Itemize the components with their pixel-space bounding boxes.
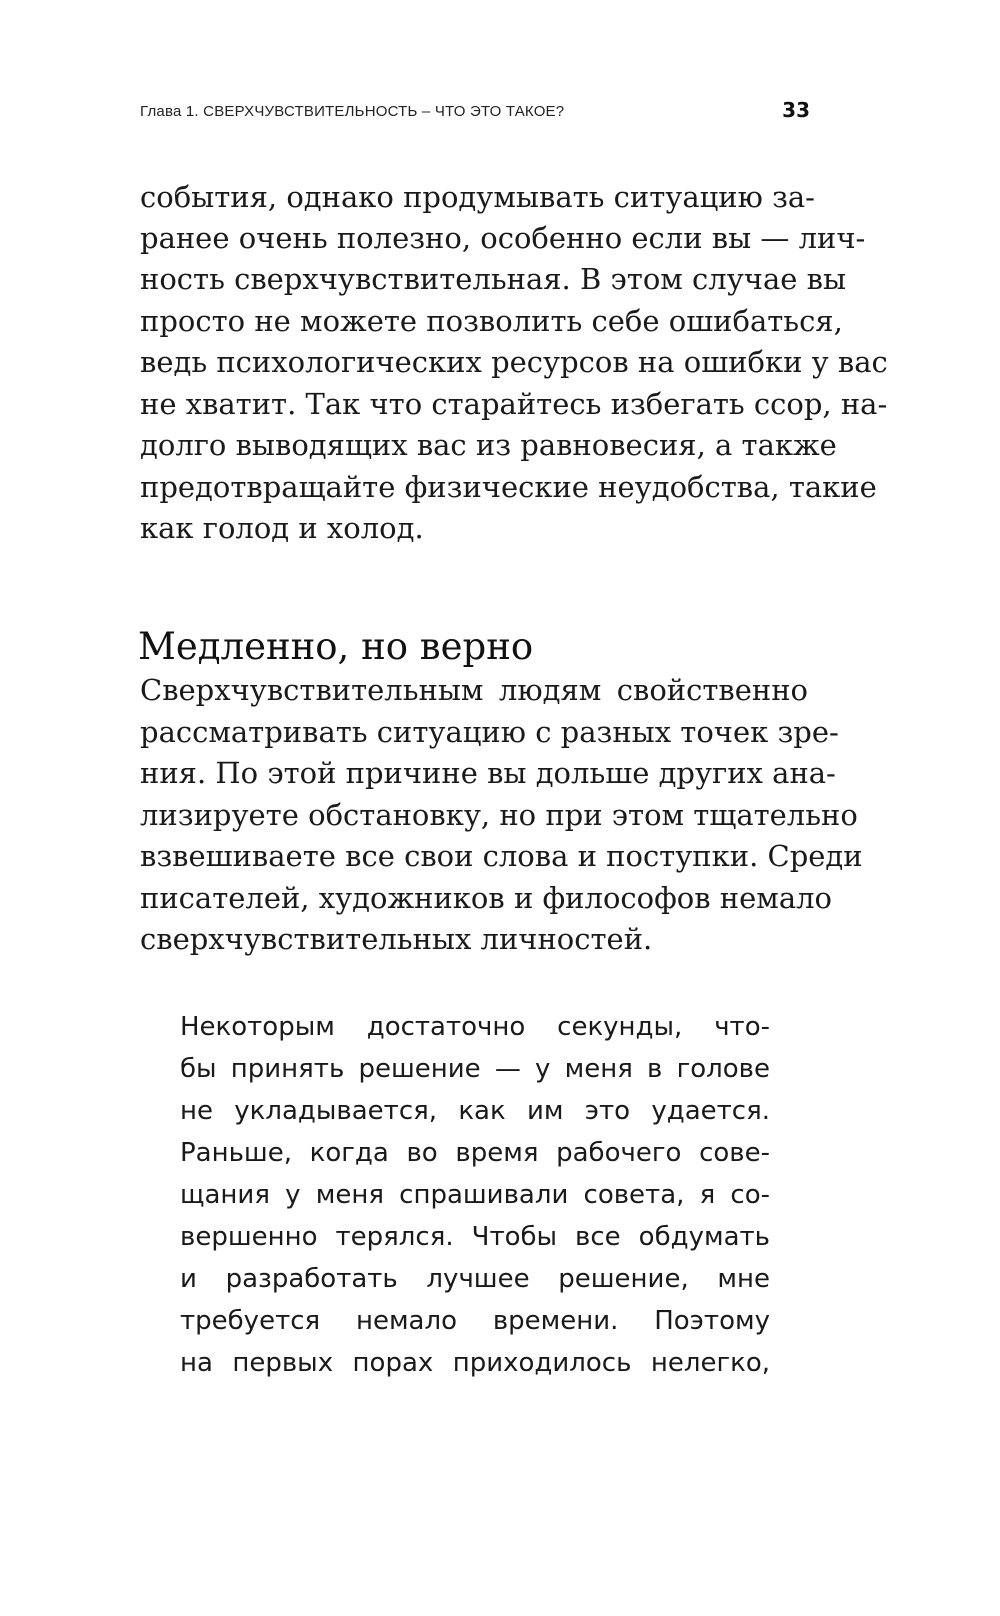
quote-line: не укладывается, как им это удается. xyxy=(180,1096,770,1126)
paragraph2-line: сверхчувствительных личностей. xyxy=(140,922,653,956)
paragraph1-line: как голод и холод. xyxy=(140,511,424,545)
quote-line: Раньше, когда во время рабочего сове- xyxy=(180,1138,770,1168)
paragraph1-line: ность сверхчувствительная. В этом случае вы xyxy=(140,262,847,296)
quote-line: Некоторым достаточно секунды, что- xyxy=(180,1012,770,1042)
paragraph1-line: ранее очень полезно, особенно если вы — лич- xyxy=(140,221,866,255)
paragraph2-line: писателей, художников и философов немало xyxy=(140,881,833,915)
section-heading: Медленно, но верно xyxy=(138,625,534,668)
paragraph2-line: Сверхчувствительным людям свойственно xyxy=(140,673,808,707)
paragraph2-line: лизируете обстановку, но при этом тщательно xyxy=(140,798,858,832)
paragraph1-line: предотвращайте физические неудобства, такие xyxy=(140,470,877,504)
quote-line: бы принять решение — у меня в голове xyxy=(180,1054,770,1084)
paragraph1-line: долго выводящих вас из равновесия, а также xyxy=(140,428,837,462)
quote-line: и разработать лучшее решение, мне xyxy=(180,1264,770,1294)
paragraph2-line: рассматривать ситуацию с разных точек зре- xyxy=(140,715,839,749)
quote-line: на первых порах приходилось нелегко, xyxy=(180,1348,770,1378)
paragraph2-line: взвешиваете все свои слова и поступки. Среди xyxy=(140,839,863,873)
quote-line: требуется немало времени. Поэтому xyxy=(180,1306,770,1336)
page-number: 33 xyxy=(782,98,810,122)
quote-line: щания у меня спрашивали совета, я со- xyxy=(180,1180,770,1210)
paragraph1-line: события, однако продумывать ситуацию за- xyxy=(140,180,815,214)
paragraph1-line: просто не можете позволить себе ошибаться, xyxy=(140,304,843,338)
paragraph1-line: не хватит. Так что старайтесь избегать ссор, на- xyxy=(140,387,888,421)
quote-line: вершенно терялся. Чтобы все обдумать xyxy=(180,1222,770,1252)
paragraph2-line: ния. По этой причине вы дольше других ана- xyxy=(140,756,836,790)
paragraph1-line: ведь психологических ресурсов на ошибки у вас xyxy=(140,345,888,379)
running-head: Глава 1. СВЕРХЧУВСТВИТЕЛЬНОСТЬ – ЧТО ЭТО ТАКОЕ? xyxy=(140,103,565,120)
